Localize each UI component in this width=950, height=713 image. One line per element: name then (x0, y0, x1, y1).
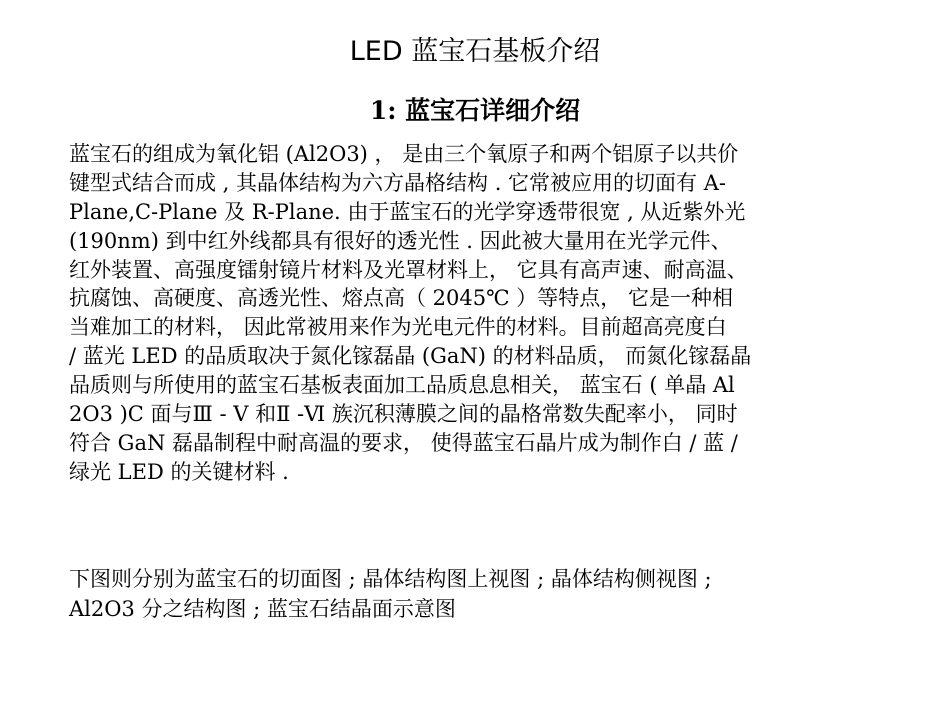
note-line: Al2O3 分之结构图 ; 蓝宝石结晶面示意图 (69, 597, 456, 621)
body-line: 绿光 LED 的关键材料 . (69, 459, 289, 484)
body-line: 品质则与所使用的蓝宝石基板表面加工品质息息相关， 蓝宝石 ( 单晶 Al (69, 373, 735, 398)
body-line: 红外装置、高强度镭射镜片材料及光罩材料上， 它具有高声速、耐高温、 (69, 257, 748, 282)
body-line: (190nm) 到中红外线都具有很好的透光性 . 因此被大量用在光学元件、 (69, 228, 732, 253)
body-line: 抗腐蚀、高硬度、高透光性、熔点高（ 2045℃ ）等特点， 它是一种相 (69, 286, 733, 311)
note-line: 下图则分别为蓝宝石的切面图 ; 晶体结构图上视图 ; 晶体结构侧视图 ; (69, 567, 712, 591)
body-line: 当难加工的材料， 因此常被用来作为光电元件的材料。目前超高亮度白 (69, 315, 727, 340)
page-title: LED 蓝宝石基板介绍 (349, 36, 601, 67)
body-line: 符合 GaN 磊晶制程中耐高温的要求， 使得蓝宝石晶片成为制作白 / 蓝 / (69, 430, 738, 455)
section-heading: 1: 蓝宝石详细介绍 (369, 96, 581, 125)
body-line: Plane,C-Plane 及 R-Plane. 由于蓝宝石的光学穿透带很宽 , 从近紫外光 (69, 199, 746, 224)
body-paragraph (69, 140, 909, 487)
body-line: / 蓝光 LED 的品质取决于氮化镓磊晶 (GaN) 的材料品质， 而氮化镓磊晶 (69, 344, 752, 369)
body-line: 2O3 )C 面与Ⅲ - Ⅴ 和Ⅱ -Ⅵ 族沉积薄膜之间的晶格常数失配率小， 同时 (69, 402, 738, 427)
figure-note (69, 564, 909, 624)
body-line: 键型式结合而成 , 其晶体结构为六方晶格结构 . 它常被应用的切面有 A- (69, 170, 726, 195)
body-line: 蓝宝石的组成为氧化铝 (Al2O3) ， 是由三个氧原子和两个铝原子以共价 (69, 142, 739, 166)
